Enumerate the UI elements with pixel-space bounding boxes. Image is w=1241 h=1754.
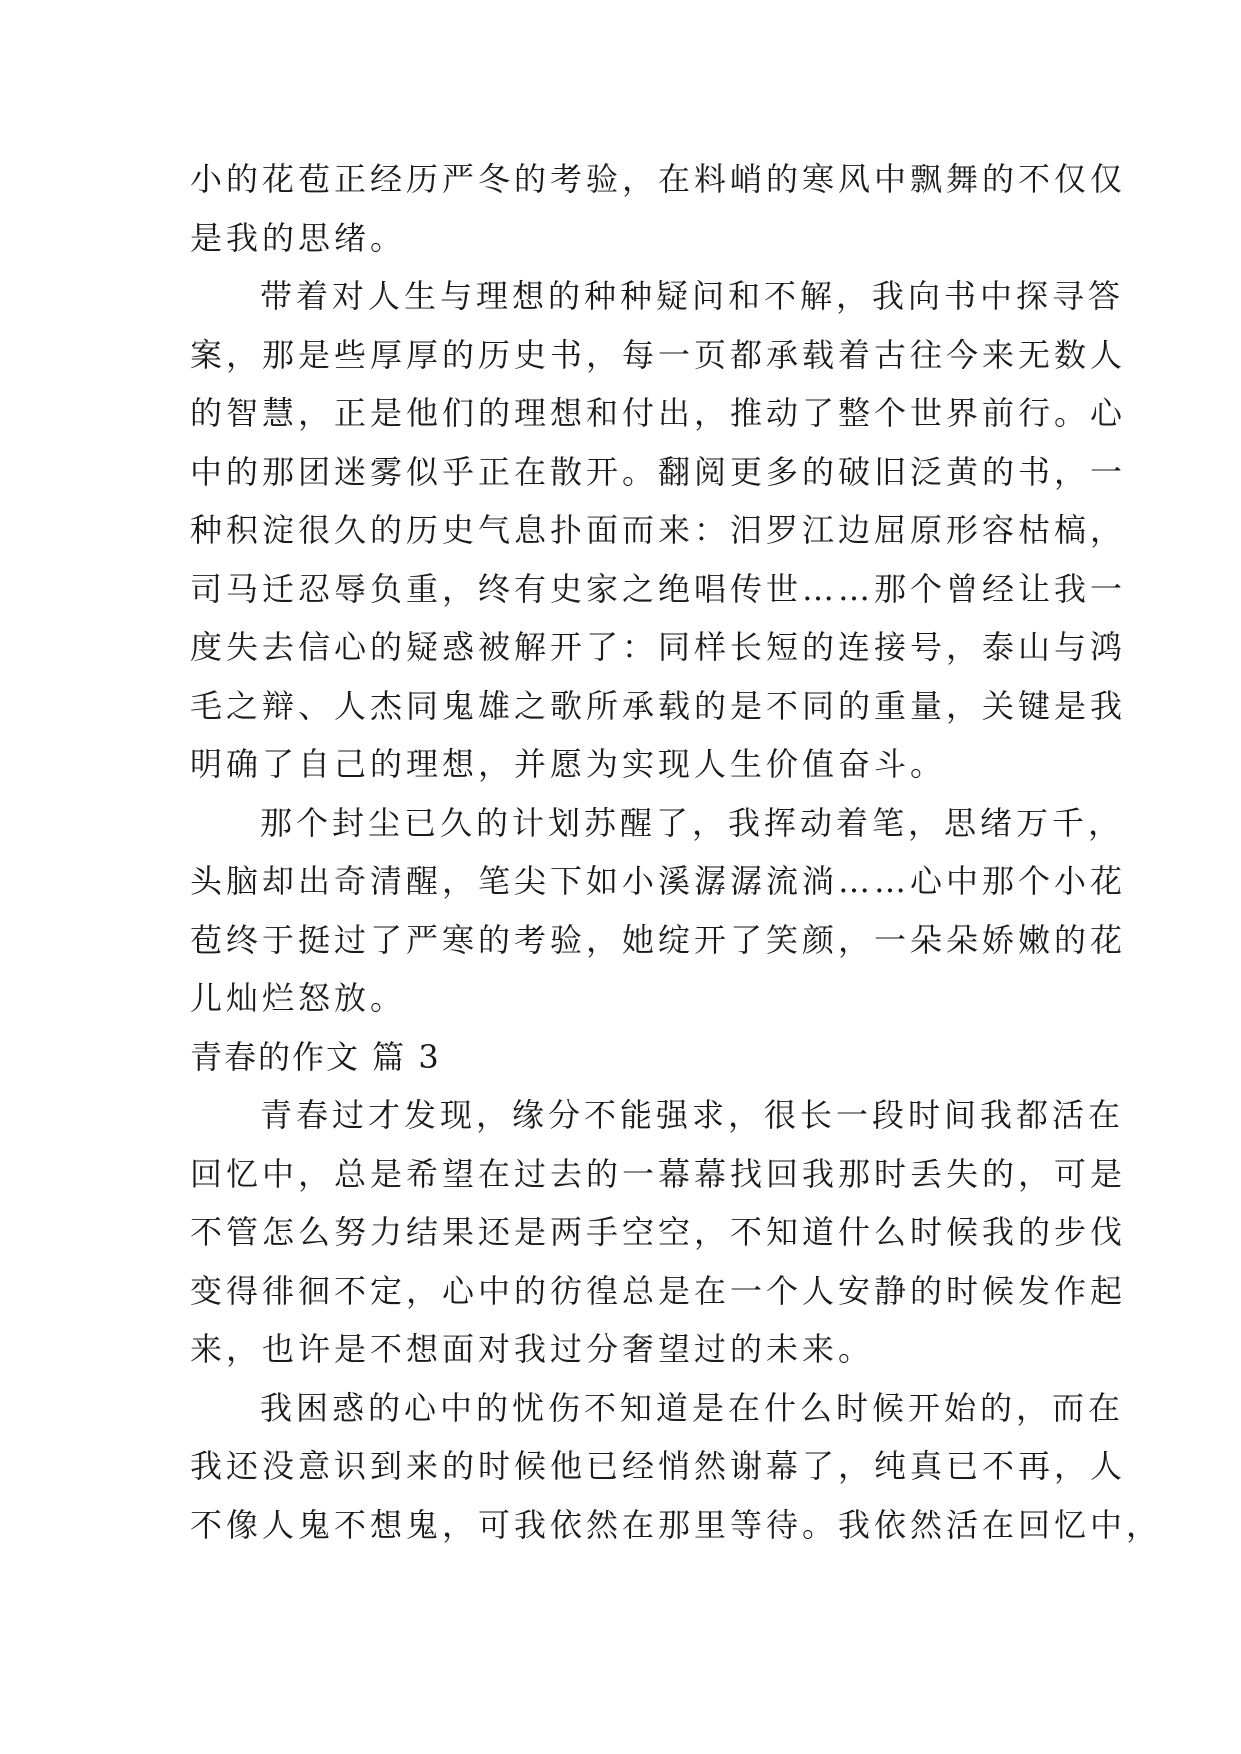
text-line: 是我的思绪。: [190, 218, 407, 257]
text-line: 儿灿烂怒放。: [190, 979, 407, 1017]
text-line: 小的花苞正经历严冬的考验，在料峭的寒风中飘舞的不仅仅: [190, 160, 1127, 198]
paragraph-start-line: 带着对人生与理想的种种疑问和不解，我向书中探寻答: [260, 277, 1125, 315]
text-line: 案，那是些厚厚的历史书，每一页都承载着古往今来无数人: [190, 335, 1127, 374]
document-page: [190, 150, 1163, 1554]
text-line: 中的那团迷雾似乎正在散开。翻阅更多的破旧泛黄的书，一: [190, 452, 1127, 491]
text-line: 苞终于挺过了严寒的考验，她绽开了笑颜，一朵朵娇嫩的花: [190, 920, 1127, 959]
text-line: 头脑却出奇清醒，笔尖下如小溪潺潺流淌……心中那个小花: [190, 862, 1127, 900]
text-line: 来，也许是不想面对我过分奢望过的未来。: [190, 1330, 875, 1368]
text-line: 种积淀很久的历史气息扑面而来：汨罗江边屈原形容枯槁，: [190, 511, 1127, 549]
section-heading: 青春的作文 篇 3: [190, 1037, 441, 1076]
text-line: 我还没意识到来的时候他已经悄然谢幕了，纯真已不再，人: [190, 1447, 1127, 1485]
text-line: 的智慧，正是他们的理想和付出，推动了整个世界前行。心: [190, 394, 1127, 432]
text-line: 回忆中，总是希望在过去的一幕幕找回我那时丢失的，可是: [190, 1154, 1127, 1193]
text-line: 司马迁忍辱负重，终有史家之绝唱传世……那个曾经让我一: [190, 569, 1127, 608]
paragraph-start-line: 我困惑的心中的忧伤不知道是在什么时候开始的，而在: [260, 1388, 1125, 1427]
text-line: 毛之辩、人杰同鬼雄之歌所承载的是不同的重量，关键是我: [190, 686, 1127, 725]
text-line: 变得徘徊不定，心中的彷徨总是在一个人安静的时候发作起: [190, 1271, 1127, 1310]
text-line: 不管怎么努力结果还是两手空空，不知道什么时候我的步伐: [190, 1213, 1127, 1251]
text-line: 不像人鬼不想鬼，可我依然在那里等待。我依然活在回忆中，: [190, 1505, 1163, 1544]
text-line: 度失去信心的疑惑被解开了：同样长短的连接号，泰山与鸿: [190, 628, 1127, 666]
text-line: 明确了自己的理想，并愿为实现人生价值奋斗。: [190, 745, 947, 783]
paragraph-start-line: 那个封尘已久的计划苏醒了，我挥动着笔，思绪万千，: [260, 803, 1125, 842]
paragraph-start-line: 青春过才发现，缘分不能强求，很长一段时间我都活在: [260, 1096, 1125, 1134]
